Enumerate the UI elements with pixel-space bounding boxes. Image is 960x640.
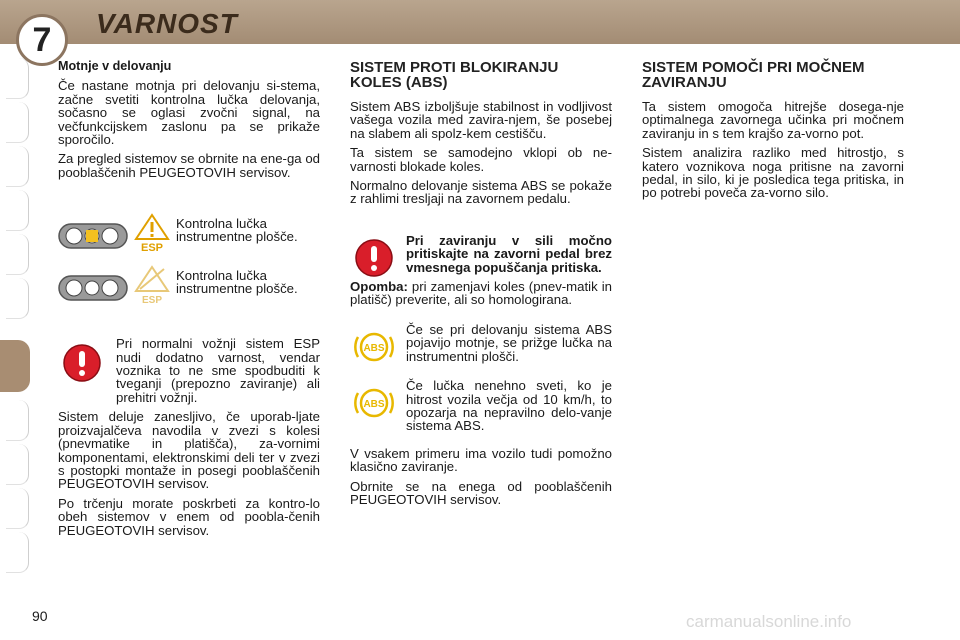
paragraph: Ta sistem se samodejno vklopi ob ne-varnosti blokade koles. (350, 145, 612, 174)
chapter-tab[interactable] (6, 58, 29, 99)
indicator-row (58, 213, 320, 265)
page-number: 90 (32, 608, 48, 624)
chapter-tab[interactable] (6, 234, 29, 275)
paragraph: Po trčenju morate poskrbeti za kontro-lo obeh sistemov v enem od poobla-čenih PEUGEOTOVIH servisov. (58, 495, 320, 538)
abs-fault-note (350, 379, 612, 433)
chapter-tab-active[interactable] (0, 340, 30, 392)
paragraph: Sistem deluje zanesljivo, če uporab-ljate proizvajalčeva navodila v zvezi s kolesi (pnevmatike in platišča), za-vornimi komponentami, elektronskimi deli ter v zvezi s postopki montaže in posegi pooblaščenih PEUGEOTOVIH servisov. (58, 409, 320, 492)
paragraph: Sistem analizira razliko med hitrostjo, s katero voznikova noga pritisne na zavorni pedal, in silo, ki je posledica tega pritiska, in po potrebi poveča za-vorno silo. (642, 145, 904, 201)
subtitle-malfunction: Motnje v delovanju (58, 59, 172, 73)
section-title-brake-assist: SISTEM POMOČI PRI MOČNEM ZAVIRANJU (642, 59, 865, 91)
chapter-tab-rail (0, 44, 30, 584)
svg-text:ABS: ABS (363, 342, 385, 354)
svg-text:ESP: ESP (141, 295, 163, 306)
chapter-tab[interactable] (6, 532, 29, 573)
svg-text:ESP: ESP (140, 242, 164, 254)
watermark: carmanualsonline.info (686, 612, 852, 631)
section-title-abs: SISTEM PROTI BLOKIRANJU KOLES (ABS) (350, 59, 559, 91)
exclamation-warning-icon (62, 343, 102, 383)
svg-text:ABS: ABS (363, 399, 385, 411)
esp-warning-triangle-icon (134, 213, 170, 253)
chapter-tab[interactable] (6, 488, 29, 529)
paragraph: Ta sistem omogoča hitrejše dosega-nje optimalnega zavornega učinka pri močnem zaviranju in s tem krajšo za-vorno pot. (642, 99, 904, 141)
indicator-row (58, 265, 320, 317)
paragraph: Normalno delovanje sistema ABS se pokaže z rahlimi tresljaji na zavornem pedalu. (350, 178, 612, 207)
chapter-number-badge: 7 (16, 14, 68, 66)
instrument-cluster-icon (58, 221, 128, 251)
paragraph: Če nastane motnja pri delovanju si-stema, začne svetiti kontrolna lučka delovanja, sočasno se oglasi zvočni signal, na večfunkcijskem zaslonu pa se prikaže sporočilo. (58, 78, 320, 148)
chapter-tab[interactable] (6, 190, 29, 231)
paragraph: Sistem ABS izboljšuje stabilnost in vodljivost vašega vozila med zavira-njem, še posebej na slabem ali spolz-kem cestišču. (350, 99, 612, 141)
paragraph: Za pregled sistemov se obrnite na ene-ga od pooblaščenih PEUGEOTOVIH servisov. (58, 151, 320, 180)
column-abs (350, 60, 612, 512)
chapter-tab[interactable] (6, 444, 29, 485)
remark-paragraph (350, 280, 612, 307)
instrument-cluster-icon (58, 273, 128, 303)
abs-warning-light-icon (352, 385, 396, 421)
indicator-label-1: Kontrolna lučka instrumentne plošče. (176, 216, 298, 245)
paragraph: V vsakem primeru ima vozilo tudi pomožno klasično zaviranje. (350, 445, 612, 475)
chapter-tab[interactable] (6, 400, 29, 441)
esp-off-icon (134, 265, 170, 305)
exclamation-warning-icon (354, 238, 394, 278)
abs-text-1: Če se pri delovanju sistema ABS pojavijo motnje, se prižge lučka na instrumentni plošči. (406, 321, 612, 364)
column-esp (58, 60, 320, 543)
abs-warning-note (350, 323, 612, 363)
chapter-tab[interactable] (6, 102, 29, 143)
esp-warning-note (58, 337, 320, 404)
chapter-tab[interactable] (6, 146, 29, 187)
paragraph: Obrnite se na enega od pooblaščenih PEUGEOTOVIH servisov. (350, 478, 612, 507)
abs-text-2: Če lučka nenehno sveti, ko je hitrost vozila večja od 10 km/h, to opozarja na nepravilno delo-vanje sistema ABS. (406, 378, 612, 434)
warning-text: Pri zaviranju v sili močno pritiskajte na zavorni pedal brez vmesnega popuščanja pritiska. (406, 232, 612, 275)
column-brake-assist (642, 60, 904, 206)
emergency-braking-note (350, 234, 612, 274)
abs-warning-light-icon (352, 329, 396, 365)
warning-text: Pri normalni vožnji sistem ESP nudi dodatno varnost, vendar voznika to ne sme spodbuditi k tveganji (prepozno zaviranje) ali prehitri vožnji. (116, 336, 320, 405)
chapter-title: VARNOST (96, 8, 238, 39)
remark-label: Opomba: (350, 279, 408, 295)
chapter-tab[interactable] (6, 278, 29, 319)
remark-text: pri zamenjavi koles (pnev-matik in platišč) preverite, ali so homologirana. (350, 279, 612, 308)
indicator-label-2: Kontrolna lučka instrumentne plošče. (176, 268, 298, 297)
